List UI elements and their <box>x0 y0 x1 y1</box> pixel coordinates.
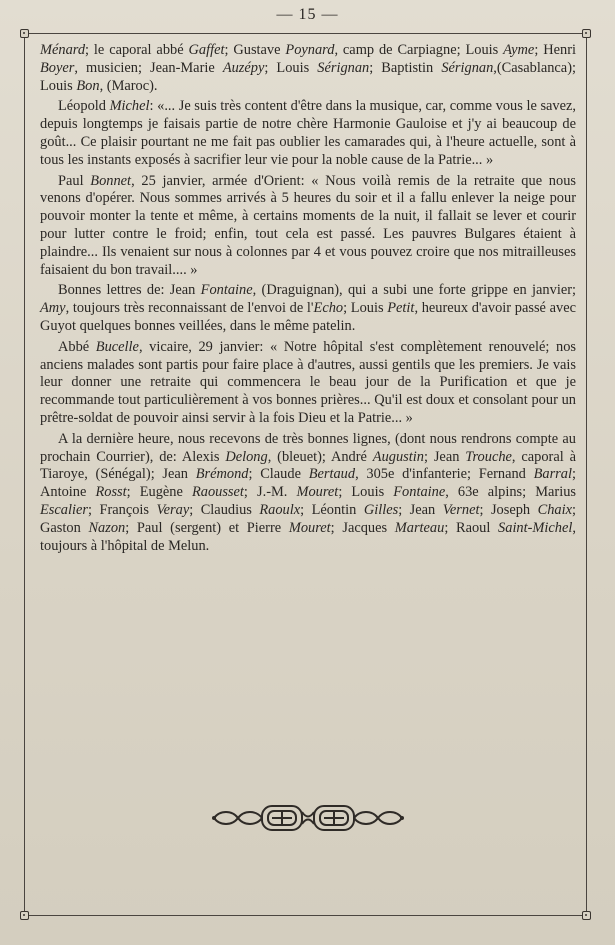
text-run: ; Baptistin <box>369 59 442 76</box>
text-run: ; Claude <box>248 466 309 483</box>
italic-name: Bon <box>76 77 100 94</box>
text-run: , (bleuet); André <box>267 448 373 465</box>
corner-ornament-top-left <box>20 29 29 38</box>
page-number: — 15 — <box>276 6 339 23</box>
italic-name: Rosst <box>95 484 127 501</box>
italic-name: Auzépy <box>222 59 265 76</box>
italic-name: Gilles <box>363 501 399 518</box>
text-run: , vicaire, 29 janvier: « Notre hôpital s'est complètement renouvelé; nos anciens malades sont partis pour faire place à d'autres, aussi gentils que les premiers. Je vais leur donner une retraite qui commencera le beau jour de la Purification et que je recommande tout particulièrement à vos bonnes prières... Qu'il est doux et consolant pour un prêtre-soldat de pouvoir ainsi servir à la fois Dieu et la Patrie... » <box>40 338 576 426</box>
text-run: , toujours à l'hôpital de Melun. <box>40 519 576 554</box>
text-run: : «... Je suis très content d'être dans la musique, car, comme vous le savez, depuis longtemps je faisais partie de notre chère Harmonie Gauloise et j'y ai beaucoup de goût... Ce plaisir pourtant ne me fait pas oublier les camarades qui, à l'heure actuelle, sont à tous les instants exposés à sacrifier leur vie pour la noble cause de la Patrie... » <box>40 98 576 168</box>
paragraph <box>40 431 576 556</box>
text-run: , camp de Carpiagne; Louis <box>334 42 504 58</box>
text-run: , (Draguignan), qui a subi une forte grippe en janvier; <box>252 282 577 299</box>
text-run: ; Henri <box>534 42 576 58</box>
text-run: ; Louis <box>343 300 388 317</box>
italic-name: Raousset <box>191 484 244 501</box>
italic-name: Ménard <box>40 42 86 58</box>
italic-name: Saint-Michel <box>498 519 573 536</box>
text-run: ; J.-M. <box>243 484 297 501</box>
italic-name: Chaix <box>537 501 572 518</box>
italic-name: Augustin <box>372 448 424 465</box>
text-run: A la dernière heure, nous recevons de très bonnes lignes, (dont nous rendrons compte au prochain Courrier), de: Alexis <box>40 430 576 465</box>
text-run: ; Louis <box>264 59 318 76</box>
italic-name: Raoulx <box>259 501 301 518</box>
italic-name: Nazon <box>88 519 126 536</box>
italic-name: Sérignan <box>317 59 370 76</box>
tailpiece-ornament-icon <box>210 800 406 836</box>
italic-name: Brémond <box>195 466 249 483</box>
text-run: Léopold <box>58 98 110 115</box>
text-run: ; Jean <box>398 501 443 518</box>
italic-name: Trouche <box>465 448 512 465</box>
frame-bottom-rule <box>24 915 587 916</box>
text-run: , heureux d'avoir passé avec Guyot quelques bonnes veillées, dans le même patelin. <box>40 300 576 334</box>
paragraph <box>40 173 576 280</box>
italic-name: Bonnet <box>90 172 132 189</box>
italic-name: Boyer <box>40 59 75 76</box>
text-run: ; Gaston <box>40 501 576 536</box>
text-run: ; le caporal abbé <box>85 42 189 58</box>
text-run: ; Antoine <box>40 466 576 501</box>
italic-name: Bertaud <box>308 466 356 483</box>
text-run: , 25 janvier, armée d'Orient: « Nous voilà remis de la retraite que nous venons d'opérer. Nous sommes arrivés à 5 heures du soir et il a fallu enlever la neige pour pouvoir monter la tente et même, à certains moments de la nuit, il fallait se lever et courir pour lutter contre le froid; enfin, tout cela est passé. Les pauvres Bulgares étaient à plaindre... Ils venaient sur nous à colonnes par 4 et vous pouvez croire que nos mitrailleuses faisaient du bon travail.... » <box>40 172 576 278</box>
italic-name: Amy <box>40 300 66 317</box>
italic-name: Delong <box>225 448 268 465</box>
text-run: ; Louis <box>338 484 394 501</box>
paragraph <box>40 282 576 335</box>
text-run: ; Gustave <box>224 42 286 58</box>
italic-name: Bucelle <box>95 338 139 355</box>
paragraph <box>40 42 576 95</box>
italic-name: Petit <box>387 300 415 317</box>
italic-name: Echo <box>313 300 344 317</box>
corner-ornament-bottom-right <box>582 911 591 920</box>
italic-name: Vernet <box>442 501 480 518</box>
italic-name: Veray <box>156 501 190 518</box>
text-run: , 63e alpins; Marius <box>445 484 576 501</box>
italic-name: Fontaine <box>393 484 446 501</box>
text-run: , musicien; Jean-Marie <box>74 59 223 76</box>
body-text <box>40 42 576 558</box>
italic-name: Mouret <box>288 519 331 536</box>
text-run: ; Claudius <box>189 501 260 518</box>
italic-name: Sérignan <box>441 59 494 76</box>
text-run: , 305e d'infanterie; Fernand <box>355 466 534 483</box>
corner-ornament-bottom-left <box>20 911 29 920</box>
text-run: ; Jean <box>423 448 466 465</box>
italic-name: Michel <box>109 98 150 115</box>
italic-name: Gaffet <box>188 42 225 58</box>
paragraph <box>40 98 576 169</box>
italic-name: Poynard <box>285 42 335 58</box>
text-run: Paul <box>58 172 91 189</box>
text-run: ; Jacques <box>330 519 395 536</box>
corner-ornament-top-right <box>582 29 591 38</box>
text-run: ; Paul (sergent) et Pierre <box>125 519 289 536</box>
text-run: ; Joseph <box>479 501 538 518</box>
italic-name: Marteau <box>394 519 445 536</box>
italic-name: Mouret <box>296 484 339 501</box>
text-run: Bonnes lettres de: Jean <box>58 282 201 299</box>
paragraph <box>40 339 576 428</box>
text-run: ,(Casablanca); Louis <box>40 59 576 94</box>
italic-name: Escalier <box>40 501 88 518</box>
text-run: , caporal à Tiaroye, (Sénégal); Jean <box>40 448 576 483</box>
text-run: , (Maroc). <box>99 77 158 94</box>
text-run: ; Raoul <box>444 519 499 536</box>
text-run: ; François <box>87 501 157 518</box>
italic-name: Fontaine <box>200 282 253 299</box>
italic-name: Ayme <box>503 42 535 58</box>
text-run: ; Léontin <box>300 501 364 518</box>
text-run: ; Eugène <box>126 484 192 501</box>
text-run: , toujours très reconnaissant de l'envoi de l' <box>65 300 314 317</box>
italic-name: Barral <box>533 466 572 483</box>
text-run: Abbé <box>58 338 96 355</box>
